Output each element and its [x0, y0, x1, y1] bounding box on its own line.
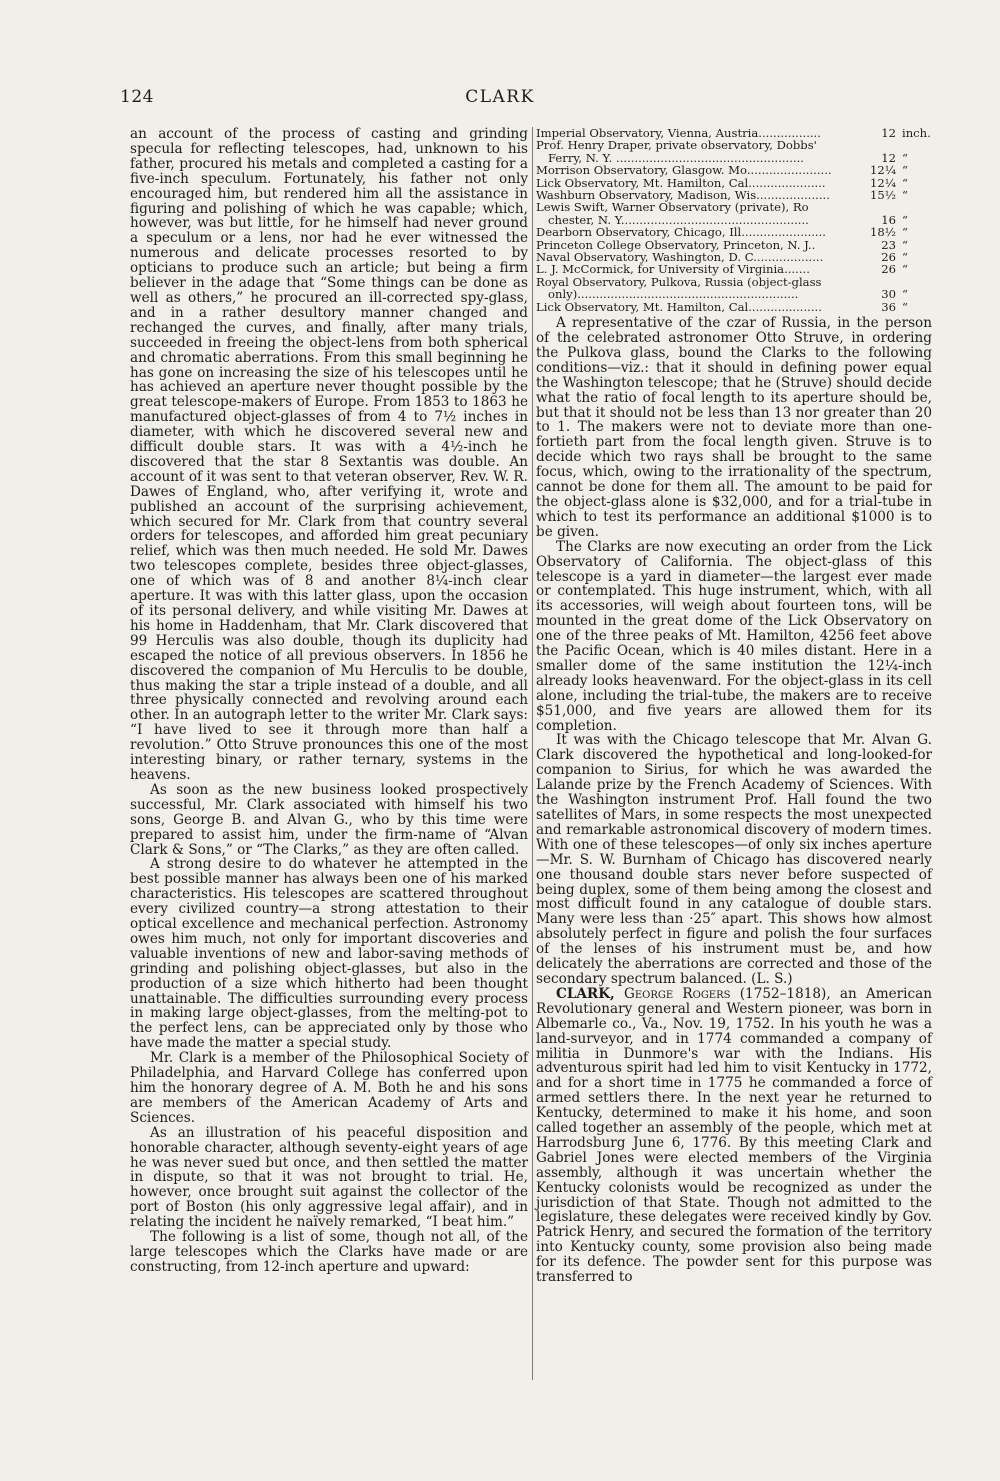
telescope-size: 36 [881, 299, 896, 314]
entry-given-names: George Rogers [624, 985, 731, 1002]
telescope-place: Lick Observatory, Mt. Hamilton, Cal.................... [536, 299, 822, 314]
telescope-unit: “ [902, 163, 908, 178]
telescope-size: 16 [881, 212, 896, 227]
telescope-place: Morrison Observatory, Glasgow. Mo....................... [536, 163, 832, 178]
telescope-size: 12 [881, 150, 896, 165]
telescope-list-row [536, 226, 932, 238]
paragraph: an account of the process of casting and grinding specula for reflecting telescopes, had, unknown to his father, procured his metals and completed a casting for a five-inch speculum. Fortunately, his father not only encouraged him, but rendered him all the assistance in figuring and polishing of which he was capable; which, however, was but little, for he himself had never ground a speculum or a lens, nor had he ever witnessed the numerous and delicate processes resorted to by opticians to produce such an article; but being a firm believer in the adage that “Some things can be done as well as others,” he procured an ill-corrected spy-glass, and in a rather desultory manner changed and rechanged the curves, and finally, after many trials, succeeded in freeing the object-lens from both spherical and chromatic aberrations. From this small beginning he has gone on increasing the size of his telescopes until he has achieved an aperture never thought possible by the great telescope-makers of Europe. From 1853 to 1863 he manufactured object-glasses of from 4 to 7½ inches in diameter, with which he discovered several new and difficult double stars. It was with a 4½-inch he discovered that the star 8 Sextantis was double. An account of it was sent to that veteran observer, Rev. W. R. Dawes of England, who, after verifying it, wrote and published an account of the surprising achievement, which secured for Mr. Clark from that country several orders for telescopes, and afforded him great pecuniary relief, which was then much needed. He sold Mr. Dawes two telescopes complete, besides three object-glasses, one of which was of 8 and another 8¼-inch clear aperture. It was with this latter glass, upon the occasion of its personal delivery, and while visiting Mr. Dawes at his home in Haddenham, that Mr. Clark discovered that 99 Herculis was also double, though its duplicity had escaped the notice of all previous observers. In 1856 he discovered the companion of Mu Herculis to be double, thus making the star a triple instead of a double, and all three physically connected and revolving around each other. In an autograph letter to the writer Mr. Clark says: “I have lived to see it through more than half a revolution.” Otto Struve pronounces this one of the most interesting binary, or rather ternary, systems in the heavens. [130, 126, 528, 783]
telescope-unit [902, 139, 932, 151]
telescope-place: Prof. Henry Draper, private observatory, Dobbs' [536, 138, 817, 153]
telescope-unit: “ [902, 262, 908, 277]
telescope-unit: “ [902, 175, 908, 190]
page-header [120, 87, 940, 111]
paragraph: As soon as the new business looked prospectively successful, Mr. Clark associated with himself his two sons, George B. and Alvan G., who by this time were prepared to assist him, under the firm-name of “Alvan Clark & Sons,” or “The Clarks,” as they are often called. [130, 781, 528, 858]
telescope-place: Ferry, N. Y. ................................................... [548, 150, 804, 165]
telescope-size [870, 139, 902, 151]
telescope-size: 23 [881, 237, 896, 252]
telescope-list [536, 127, 932, 313]
paragraph: The following is a list of some, though not all, of the large telescopes which the Clarks have made or are constructing, from 12-inch aperture and upward: [130, 1229, 528, 1275]
paragraph: It was with the Chicago telescope that Mr. Alvan G. Clark discovered the hypothetical and long-looked-for companion to Sirius, for which he was awarded the Lalande prize by the French Academy of Sciences. With the Washington instrument Prof. Hall found the two satellites of Mars, in some respects the most unexpected and remarkable astronomical discovery of modern times. With one of these telescopes—of only six inches aperture—Mr. S. W. Burnham of Chicago has discovered nearly one thousand double stars never before suspected of being duplex, some of them being among the closest and most difficult found in any catalogue of double stars. Many were less than ·25″ apart. This shows how almost absolutely perfect in figure and polish the four surfaces of the lenses of his instrument must be, and how delicately the aberrations are corrected and those of the secondary spectrum balanced. (L. S.) [536, 732, 932, 987]
left-column [130, 127, 528, 1275]
column-divider [532, 127, 533, 1380]
telescope-unit: inch. [902, 126, 931, 140]
page-number: 124 [120, 87, 154, 107]
telescope-unit: “ [902, 299, 908, 314]
telescope-list-row [536, 164, 932, 176]
telescope-place: Imperial Observatory, Vienna, Austria................. [536, 126, 821, 140]
running-head: CLARK [465, 87, 535, 107]
telescope-place: Washburn Observatory, Madison, Wis.................... [536, 188, 830, 203]
telescope-list-row [536, 301, 932, 313]
telescope-size: 12¼ [870, 163, 896, 178]
telescope-place: Naval Observatory, Washington, D. C................... [536, 250, 824, 265]
telescope-place: Royal Observatory, Pulkova, Russia (object-glass [536, 274, 822, 289]
telescope-place: L. J. McCormick, for University of Virginia....... [536, 262, 810, 277]
telescope-unit: “ [902, 150, 908, 165]
entry-name: CLARK, [556, 985, 615, 1002]
telescope-unit: “ [902, 250, 908, 265]
telescope-list-row [536, 201, 932, 213]
telescope-unit: “ [902, 237, 908, 252]
telescope-size: 26 [881, 250, 896, 265]
telescope-size: 12 [881, 126, 896, 140]
telescope-size: 18½ [870, 225, 896, 240]
paragraph: A strong desire to do whatever he attempted in the best possible manner has always been one of his marked characteristics. His telescopes are scattered throughout every civilized country—a strong attestation to their optical excellence and mechanical perfection. Astronomy owes him much, not only for important discoveries and valuable inventions of new and labor-saving methods of grinding and polishing object-glasses, but also in the production of a size which hitherto had been thought unattainable. The difficulties surrounding every process in making large object-glasses, from the melting-pot to the perfect lens, can be appreciated only by those who have made the matter a special study. [130, 856, 528, 1052]
telescope-place: chester, N. Y................................................... [548, 212, 809, 227]
telescope-list-row [536, 263, 932, 275]
telescope-unit [902, 201, 932, 213]
biography-entry [536, 987, 932, 1285]
telescope-list-row [536, 288, 932, 300]
telescope-size: 15½ [870, 188, 896, 203]
telescope-place: Lewis Swift, Warner Observatory (private), Ro [536, 200, 809, 215]
telescope-unit: “ [902, 225, 908, 240]
telescope-place: only)............................................................ [548, 287, 799, 302]
paragraph: As an illustration of his peaceful disposition and honorable character, although seventy-eight years of age he was never sued but once, and then settled the matter in dispute, so that it was not brought to trial. He, however, once brought suit against the collector of the port of Boston (his only aggressive legal affair), and in relating the incident he naïvely remarked, “I beat him.” [130, 1124, 528, 1231]
telescope-unit: “ [902, 188, 908, 203]
telescope-place: Princeton College Observatory, Princeton, N. J.. [536, 237, 816, 252]
telescope-unit: “ [902, 287, 908, 302]
telescope-size: 30 [881, 287, 896, 302]
telescope-place: Lick Observatory, Mt. Hamilton, Cal..................... [536, 175, 826, 190]
telescope-size [870, 201, 902, 213]
telescope-unit: “ [902, 212, 908, 227]
entry-text: (1752–1818), an American Revolutionary general and Western pioneer, was born in Albemarle co., Va., Nov. 19, 1752. In his youth he was a land-surveyor, and in 1774 commanded a company of militia in Dunmore's war with the Indians. His adventurous spirit had led him to visit Kentucky in 1772, and for a short time in 1775 he commanded a force of armed settlers there. In the next year he returned to Kentucky, determined to make it his home, and soon called together an assembly of the people, which met at Harrodsburg June 6, 1776. By this meeting Clark and Gabriel Jones were elected members of the Virginia assembly, although it was uncertain whether the Kentucky colonists would be recognized as under the jurisdiction of that State. Though not admitted to the legislature, these delegates were received kindly by Gov. Patrick Henry, and secured the formation of the territory into Kentucky county, some provision also being made for its defence. The powder sent for this purpose was transferred to [536, 985, 932, 1286]
right-column [536, 127, 932, 1285]
telescope-size: 12¼ [870, 175, 896, 190]
telescope-size: 26 [881, 262, 896, 277]
paragraph: Mr. Clark is a member of the Philosophical Society of Philadelphia, and Harvard College has conferred upon him the honorary degree of A. M. Both he and his sons are members of the American Academy of Arts and Sciences. [130, 1050, 528, 1126]
telescope-list-row [536, 139, 932, 151]
telescope-place: Dearborn Observatory, Chicago, Ill....................... [536, 225, 826, 240]
paragraph: The Clarks are now executing an order from the Lick Observatory of California. The object-glass of this telescope is a yard in diameter—the largest ever made or contemplated. This huge instrument, which, with all its accessories, will weigh about fourteen tons, will be mounted in the great dome of the Lick Observatory on one of the three peaks of Mt. Hamilton, 4256 feet above the Pacific Ocean, which is 40 miles distant. Here in a smaller dome of the same institution the 12¼-inch already looks heavenward. For the object-glass in its cell alone, including the trial-tube, the makers are to receive $51,000, and five years are allowed them for its completion. [536, 538, 932, 734]
paragraph: A representative of the czar of Russia, in the person of the celebrated astronomer Otto Struve, in ordering the Pulkova glass, bound the Clarks to the following conditions—viz.: that it should in defining power equal the Washington telescope; that he (Struve) should decide what the ratio of focal length to its aperture should be, but that it should not be less than 13 nor greater than 20 to 1. The makers were not to deviate more than one-fortieth part from the focal length given. Struve is to decide which two rays shall be brought to the same focus, which, owing to the irrationality of the spectrum, cannot be done for them all. The amount to be paid for the object-glass alone is $32,000, and for a trial-tube in which to test its performance an additional $1000 is to be given. [536, 315, 932, 540]
